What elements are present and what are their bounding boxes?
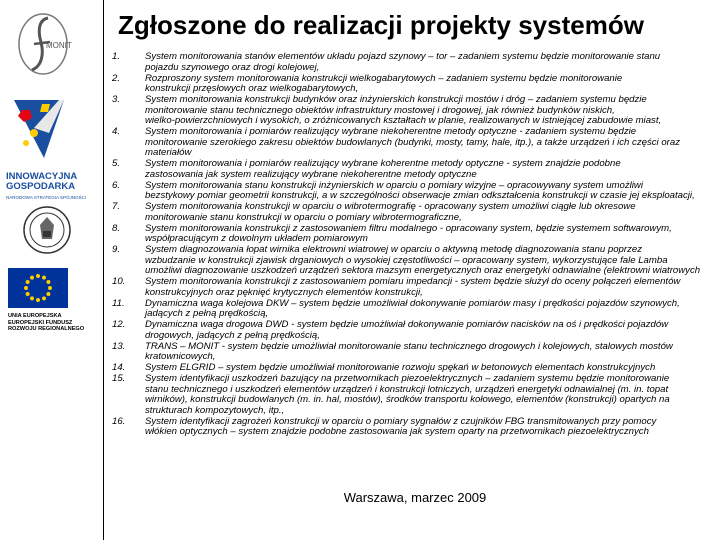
list-item-text: System monitorowania konstrukcji w oparciu o wibrotermografię - opracowany system umożliwi ciągłe lub okresowe monitorowanie stanu konstrukcji w oparciu o pomiary wibrotermograficzne,	[145, 201, 636, 223]
list-item-number: 13.	[112, 340, 126, 352]
innowacyjna-gospodarka-flag-icon	[4, 88, 84, 168]
list-item-number: 4.	[112, 126, 121, 137]
svg-text:MONIT: MONIT	[46, 41, 72, 50]
slide-footer: Warszawa, marzec 2009	[343, 490, 487, 505]
list-item-number: 9.	[112, 244, 121, 255]
list-item-number: 11.	[112, 297, 125, 309]
list-item-number: 5.	[112, 158, 121, 169]
list-item-number: 15.	[112, 373, 126, 384]
list-item-text: System monitorowania i pomiarów realizujący wybrane niekoherentne metody optyczne - zadaniem systemu będzie monitorowanie szerokiego zakresu obiektów budowlanych (budynki, mosty, tamy, hale, itp.), a także urządzeń i ich części oraz materiałów	[145, 126, 681, 158]
list-item	[112, 202, 718, 223]
list-item	[112, 363, 718, 374]
innowacyjna-gospodarka-logo: INNOWACYJNA GOSPODARKA NARODOWA STRATEGIA SPÓJNOŚCI	[6, 171, 87, 200]
list-item	[112, 245, 718, 277]
list-item-number: 12.	[112, 319, 126, 330]
monit-logo	[8, 8, 78, 80]
list-item-text: System monitorowania konstrukcji z zastosowaniem filtru modalnego - opracowany system, będzie systemem softwarowym, współpracującym z dowolnym układem pomiarowym	[145, 222, 672, 244]
list-item-number: 2.	[112, 72, 121, 84]
list-item	[112, 299, 718, 320]
list-item-text: System monitorowania konstrukcji budynków oraz inżynierskich konstrukcji mostów i dróg – zadaniem systemu będzie monitorowanie stanu technicznego obiektów infrastruktury mostowej i drogowej, jak również budynków niskich, wielko-powierzchniowych i wysokich, o zróżnicowanych kształtach w planie, realizowanych w istniejącej zabudowie miast,	[145, 94, 662, 126]
list-item-number: 16.	[112, 415, 126, 427]
list-item	[112, 74, 718, 95]
list-item-number: 7.	[112, 201, 121, 212]
eu-fund-label: UNIA EUROPEJSKA EUROPEJSKI FUNDUSZ ROZWOJU REGIONALNEGO	[8, 313, 85, 332]
list-item-text: System ELGRID – system będzie umożliwiał monitorowanie rozwoju spękań w betonowych elementach konstrukcyjnych	[145, 362, 656, 373]
list-item	[112, 374, 718, 416]
list-item-text: TRANS – MONIT - system będzie umożliwiał monitorowanie stanu technicznego drogowych i kolejowych, stalowych mostów kratownicowych,	[145, 340, 673, 362]
list-item-text: Dynamiczna waga drogowa DWD - system będzie umożliwiał dokonywanie pomiarów nacisków na oś i prędkości pojazdów drogowych, jadących z pełną prędkością,	[145, 319, 669, 341]
list-item	[112, 342, 718, 363]
list-item-number: 10.	[112, 276, 126, 287]
projects-list	[112, 52, 718, 438]
list-item	[112, 159, 718, 180]
eu-flag-icon	[8, 268, 68, 308]
sidebar-divider	[103, 0, 104, 540]
list-item-text: System monitorowania stanu konstrukcji inżynierskich w oparciu o pomiary wizyjne – opracowywany system umożliwi bezstykowy pomiar geometrii konstrukcji, a w szczególności obserwacje zmian odkształcenia konstrukcji w czasie jej eksploatacji,	[145, 179, 695, 201]
list-item-text: Dynamiczna waga kolejowa DKW – system będzie umożliwiał dokonywanie pomiarów masy i prędkości pojazdów szynowych, jadących z pełną prędkością,	[145, 297, 680, 319]
list-item-number: 1.	[112, 51, 121, 62]
university-seal-icon	[22, 205, 72, 255]
slide-title: Zgłoszone do realizacji projekty systemów	[118, 10, 644, 40]
list-item-text: System identyfikacji zagrożeń konstrukcji w oparciu o pomiary sygnałów z czujników FBG transmitowanych przy pomocy włókien optycznych – system znajdzie podobne zastosowania jak system oparty na przetwornikach piezoelektrycznych	[145, 415, 657, 437]
list-item-text: System monitorowania i pomiarów realizujący wybrane koherentne metody optyczne - system znajdzie podobne zastosowania jak system realizujący wybrane niekoherentne metody optyczne	[145, 158, 621, 180]
list-item	[112, 181, 718, 202]
list-item-text: System identyfikacji uszkodzeń bazujący na przetwornikach piezoelektrycznych – zadaniem systemu będzie monitorowanie stanu technicznego i uszkodzeń elementów urządzeń i konstrukcji lotniczych, urządzeń energetyki odnawialnej (m. in. topat wirników), konstrukcji budowlanych (m. in. hal, mostów), środków transportu kołowego, elementów (konstrukcji) opartych na strukturach kompozytowych, itp.,	[145, 373, 670, 416]
list-item	[112, 52, 718, 73]
list-item	[112, 224, 718, 245]
list-item-text: Rozproszony system monitorowania konstrukcji wielkogabarytowych – zadaniem systemu będzie monitorowanie konstrukcji przęsłowych oraz wielkogabarytowych,	[145, 72, 623, 94]
list-item-text: System diagnozowania łopat wirnika elektrowni wiatrowej w oparciu o aktywną metodę diagnozowania stanu poprzez wzbudzanie w konstrukcji zjawisk drganiowych o wysokiej częstotliwości – opracowany system, wykorzystujące fale Lamba umożliwi diagnozowanie uszkodzeń urządzeń sektora mazsym energetycznych oraz energetyki odnawialne (elektrowni wiatrowych	[145, 244, 701, 276]
list-item	[112, 320, 718, 341]
list-item	[112, 417, 718, 438]
list-item-number: 14.	[112, 362, 126, 373]
list-item-number: 6.	[112, 179, 121, 191]
list-item-number: 8.	[112, 222, 121, 234]
list-item	[112, 277, 718, 298]
list-item-number: 3.	[112, 94, 121, 105]
list-item	[112, 127, 718, 159]
list-item-text: System monitorowania stanów elementów układu pojazd szynowy – tor – zadaniem systemu będzie monitorowanie stanu pojazdu szynowego oraz drogi kolejowej,	[145, 51, 661, 73]
list-item-text: System monitorowania konstrukcji z zastosowaniem pomiaru impedancji - system będzie służył do oceny połączeń elementów konstrukcyjnych oraz pęknięć krytycznych elementów konstrukcji,	[145, 276, 681, 298]
sidebar	[0, 0, 102, 540]
list-item	[112, 95, 718, 127]
